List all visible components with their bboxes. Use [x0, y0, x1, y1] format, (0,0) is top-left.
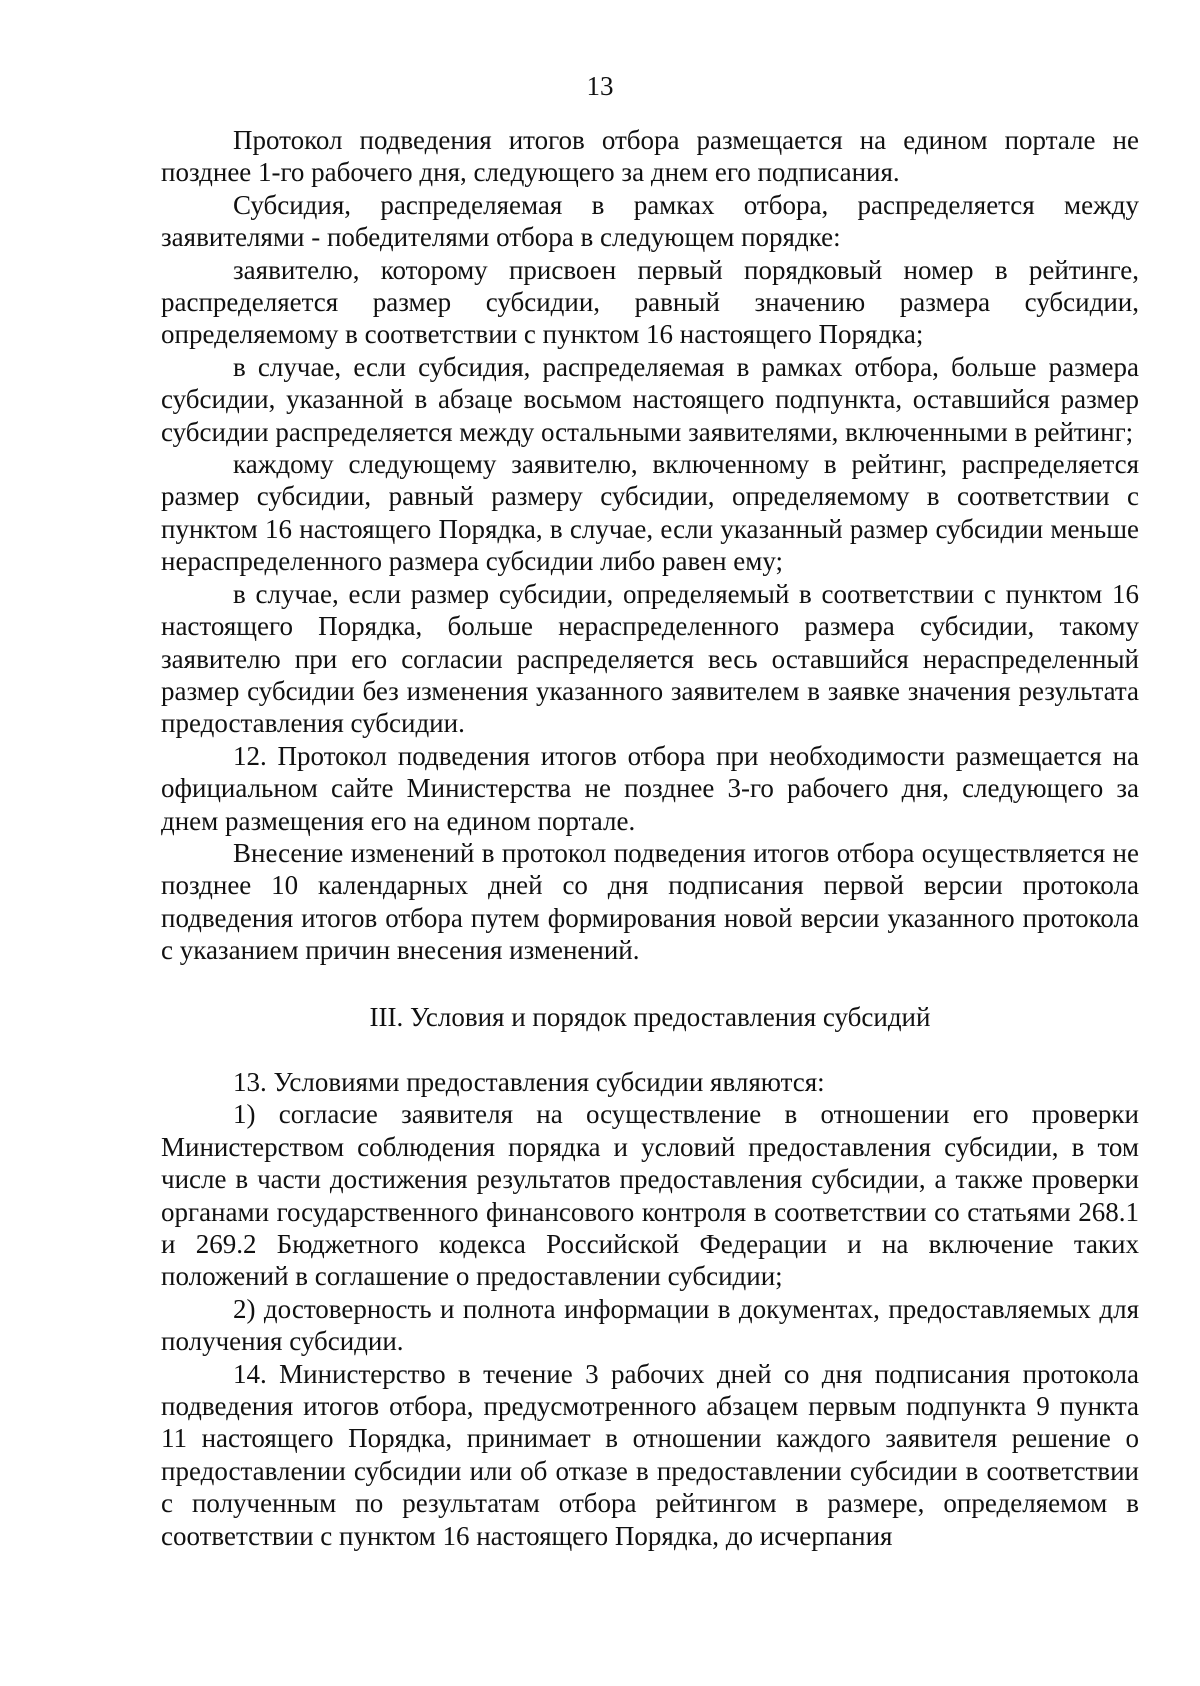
- paragraph: Субсидия, распределяемая в рамках отбора, распределяется между заявителями - победителями отбора в следующем порядке:: [161, 189, 1139, 253]
- page-number: 13: [586, 71, 614, 101]
- paragraph: 2) достоверность и полнота информации в документах, предоставляемых для получения субсидии.: [161, 1293, 1139, 1357]
- paragraph: 1) согласие заявителя на осуществление в отношении его проверки Министерством соблюдения порядка и условий предоставления субсидии, в том числе в части достижения результатов предоставления субсидии, а также проверки органами государственного финансового контроля в соответствии со статьями 268.1 и 269.2 Бюджетного кодекса Российской Федерации и на включение таких положений в соглашение о предоставлении субсидии;: [161, 1099, 1139, 1292]
- paragraph: 13. Условиями предоставления субсидии являются:: [233, 1066, 825, 1097]
- paragraph: заявителю, которому присвоен первый порядковый номер в рейтинге, распределяется размер субсидии, равный значению размера субсидии, определяемому в соответствии с пунктом 16 настоящего Порядка;: [161, 254, 1139, 350]
- paragraph: Внесение изменений в протокол подведения итогов отбора осуществляется не позднее 10 календарных дней со дня подписания первой версии протокола подведения итогов отбора путем формирования новой версии указанного протокола с указанием причин внесения изменений.: [161, 837, 1139, 966]
- paragraph: в случае, если размер субсидии, определяемый в соответствии с пунктом 16 настоящего Порядка, больше нераспределенного размера субсидии, такому заявителю при его согласии распределяется весь оставшийся нераспределенный размер субсидии без изменения указанного заявителем в заявке значения результата предоставления субсидии.: [161, 578, 1139, 739]
- paragraph: в случае, если субсидия, распределяемая в рамках отбора, больше размера субсидии, указанной в абзаце восьмом настоящего подпункта, оставшийся размер субсидии распределяется между остальными заявителями, включенными в рейтинг;: [161, 351, 1139, 447]
- paragraph: 14. Министерство в течение 3 рабочих дней со дня подписания протокола подведения итогов отбора, предусмотренного абзацем первым подпункта 9 пункта 11 настоящего Порядка, принимает в отношении каждого заявителя решение о предоставлении субсидии или об отказе в предоставлении субсидии в соответствии с полученным по результатам отбора рейтингом в размере, определяемом в соответствии с пунктом 16 настоящего Порядка, до исчерпания: [161, 1358, 1139, 1551]
- section-heading: III. Условия и порядок предоставления субсидий: [369, 1001, 931, 1032]
- paragraph: Протокол подведения итогов отбора размещается на едином портале не позднее 1-го рабочего дня, следующего за днем его подписания.: [161, 125, 1139, 188]
- paragraph: 12. Протокол подведения итогов отбора при необходимости размещается на официальном сайте Министерства не позднее 3-го рабочего дня, следующего за днем размещения его на едином портале.: [161, 740, 1139, 836]
- document-body: [161, 124, 1139, 1552]
- paragraph: каждому следующему заявителю, включенному в рейтинг, распределяется размер субсидии, равный размеру субсидии, определяемому в соответствии с пунктом 16 настоящего Порядка, в случае, если указанный размер субсидии меньше нераспределенного размера субсидии либо равен ему;: [161, 449, 1139, 577]
